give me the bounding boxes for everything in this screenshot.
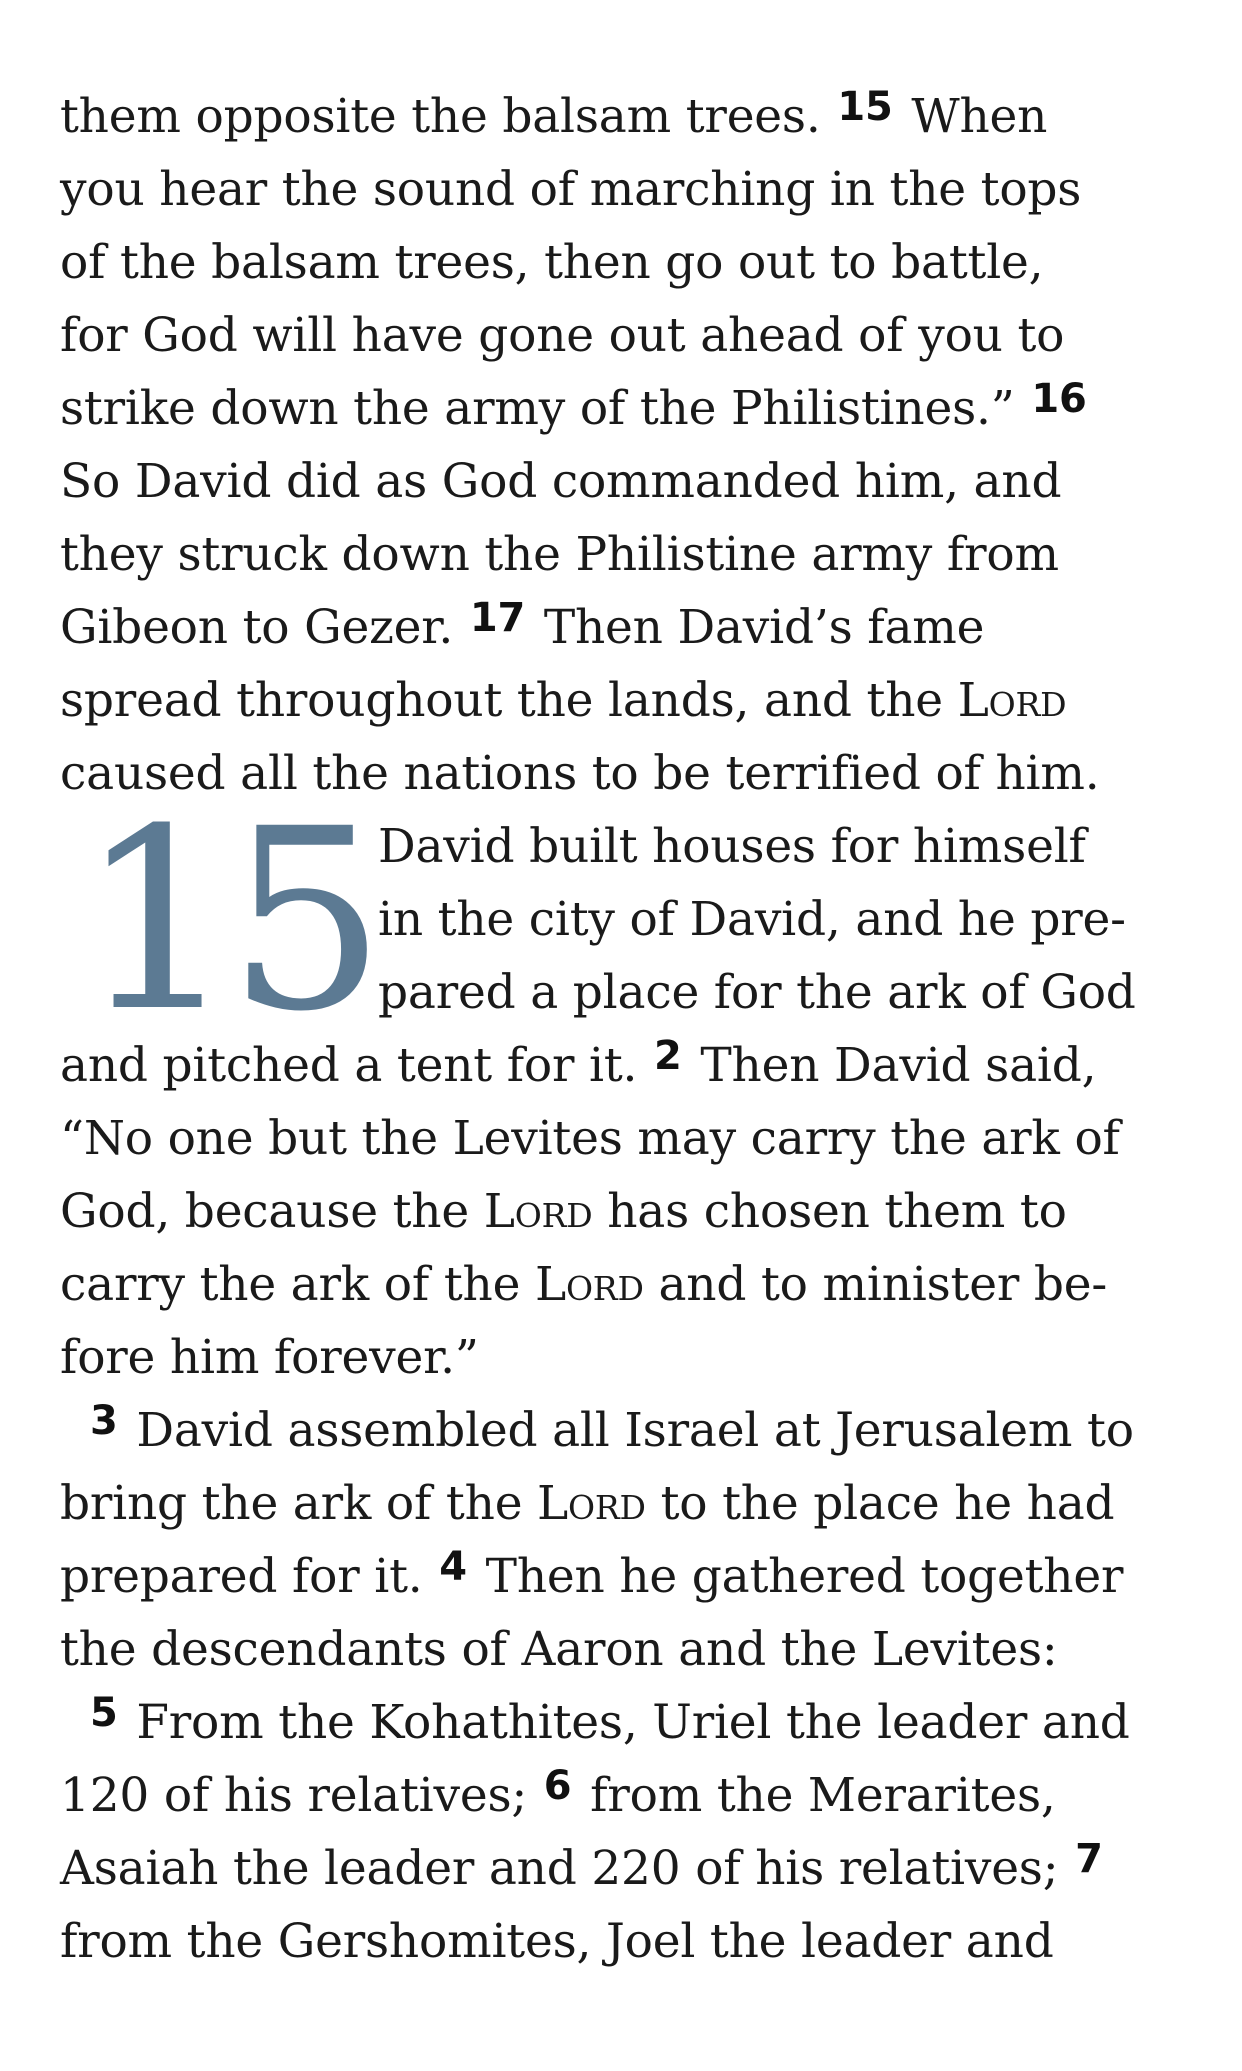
paragraph-verses-3-4 (60, 1394, 1190, 1686)
lord-small-caps: Lord (957, 673, 1067, 728)
verse-number: 4 (439, 1544, 467, 1590)
verse-number: 3 (90, 1398, 118, 1444)
text-line: from the Gershomites, Joel the leader and (60, 1914, 1054, 1969)
text-line: “No one but the Levites may carry the ark of (60, 1111, 1120, 1166)
verse-number: 15 (837, 84, 893, 130)
lord-small-caps: Lord (534, 1257, 644, 1312)
text-line: pared a place for the ark of God (378, 965, 1136, 1020)
text-line: David built houses for himself (378, 819, 1086, 874)
text-line: caused all the nations to be terrified of him. (60, 746, 1100, 801)
verse-number: 16 (1031, 376, 1087, 422)
text-line: 5 From the Kohathites, Uriel the leader and (90, 1690, 1130, 1750)
text-line: carry the ark of the Lord and to minister be- (60, 1257, 1108, 1312)
text-line: prepared for it. 4 Then he gathered together (60, 1544, 1124, 1604)
text-line: for God will have gone out ahead of you to (60, 308, 1065, 363)
lord-small-caps: Lord (483, 1184, 593, 1239)
text-line: the descendants of Aaron and the Levites: (60, 1622, 1058, 1677)
text-line: and pitched a tent for it. 2 Then David said, (60, 1033, 1097, 1093)
text-line: strike down the army of the Philistines.” 16 (60, 376, 1087, 436)
text-line: 120 of his relatives; 6 from the Merarites, (60, 1763, 1056, 1823)
verse-number: 2 (654, 1033, 682, 1079)
paragraph-verses-1-2 (60, 1029, 1190, 1394)
text-line: in the city of David, and he pre- (378, 892, 1126, 947)
text-line: bring the ark of the Lord to the place he had (60, 1476, 1115, 1531)
text-line: spread throughout the lands, and the Lord (60, 673, 1067, 728)
text-line: Gibeon to Gezer. 17 Then David’s fame (60, 595, 985, 655)
text-line: of the balsam trees, then go out to battle, (60, 235, 1044, 290)
text-line: them opposite the balsam trees. 15 When (60, 84, 1048, 144)
paragraph-chapter-14-end (60, 80, 1190, 810)
verse-number: 5 (90, 1690, 118, 1736)
text-line: fore him forever.” (60, 1330, 479, 1385)
chapter-number: 15 (78, 775, 377, 1066)
verse-number: 17 (469, 595, 526, 641)
text-line: God, because the Lord has chosen them to (60, 1184, 1067, 1239)
text-line: 3 David assembled all Israel at Jerusalem to (90, 1398, 1134, 1458)
text-line: Asaiah the leader and 220 of his relatives; 7 (60, 1836, 1103, 1896)
chapter-opening-text (378, 810, 1136, 1029)
text-line: you hear the sound of marching in the tops (60, 162, 1082, 217)
paragraph-verses-5-7 (60, 1686, 1190, 1978)
lord-small-caps: Lord (537, 1476, 646, 1531)
scripture-text (60, 80, 1190, 1978)
text-line: they struck down the Philistine army from (60, 527, 1059, 582)
verse-number: 7 (1075, 1836, 1103, 1882)
text-line: So David did as God commanded him, and (60, 454, 1062, 509)
verse-number: 6 (543, 1763, 572, 1809)
